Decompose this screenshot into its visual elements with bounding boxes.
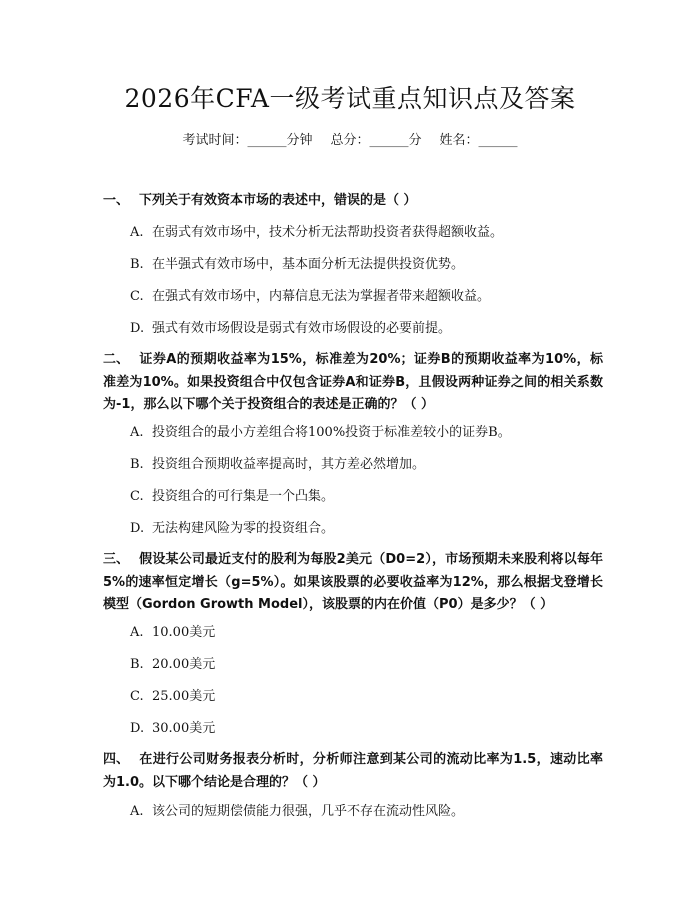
question-3 [103, 549, 603, 617]
option-label: A. [130, 425, 144, 440]
option-1b [130, 255, 610, 275]
question-text: 下列关于有效资本市场的表述中，错误的是（ ） [139, 193, 417, 208]
question-1 [103, 190, 603, 213]
question-number: 一、 [103, 193, 130, 208]
option-label: A. [130, 625, 144, 640]
option-label: C. [130, 289, 144, 304]
option-label: C. [130, 689, 144, 704]
option-2b [130, 455, 610, 475]
exam-meta [0, 131, 700, 151]
option-text: 投资组合预期收益率提高时，其方差必然增加。 [152, 457, 426, 472]
option-1d [130, 319, 610, 339]
option-text: 25.00美元 [152, 689, 216, 704]
option-label: D. [130, 721, 145, 736]
option-2d [130, 519, 610, 539]
option-1c [130, 287, 610, 307]
option-text: 无法构建风险为零的投资组合。 [152, 521, 335, 536]
option-label: D. [130, 321, 145, 336]
option-1a [130, 223, 610, 243]
question-number: 三、 [103, 552, 130, 567]
candidate-name: 姓名：______ [439, 133, 518, 148]
option-text: 20.00美元 [152, 657, 216, 672]
option-label: A. [130, 225, 144, 240]
option-text: 在强式有效市场中，内幕信息无法为掌握者带来超额收益。 [152, 289, 491, 304]
option-text: 强式有效市场假设是弱式有效市场假设的必要前提。 [152, 321, 452, 336]
option-2a [130, 423, 610, 443]
option-3b [130, 655, 610, 675]
option-label: C. [130, 489, 144, 504]
option-3d [130, 719, 610, 739]
option-2c [130, 487, 610, 507]
question-number: 四、 [103, 752, 130, 767]
option-label: D. [130, 521, 145, 536]
question-text: 假设某公司最近支付的股利为每股2美元（D0=2），市场预期未来股利将以每年5%的速率恒定增长（g=5%）。如果该股票的必要收益率为12%，那么根据戈登增长模型（Gordon Growth Model），该股票的内在价值（P0）是多少？（ ） [103, 552, 603, 612]
option-text: 投资组合的最小方差组合将100%投资于标准差较小的证券B。 [152, 425, 511, 440]
option-label: B. [130, 257, 144, 272]
option-text: 投资组合的可行集是一个凸集。 [152, 489, 335, 504]
option-label: B. [130, 457, 144, 472]
question-number: 二、 [103, 352, 130, 367]
option-text: 30.00美元 [152, 721, 216, 736]
question-text: 在进行公司财务报表分析时，分析师注意到某公司的流动比率为1.5，速动比率为1.0。以下哪个结论是合理的？（ ） [103, 752, 603, 790]
option-text: 10.00美元 [152, 625, 216, 640]
question-4 [103, 749, 603, 794]
option-text: 该公司的短期偿债能力很强，几乎不存在流动性风险。 [152, 804, 465, 819]
question-2 [103, 349, 603, 417]
option-4a [130, 802, 610, 822]
option-3a [130, 623, 610, 643]
total-score: 总分：______分 [330, 133, 422, 148]
option-text: 在半强式有效市场中，基本面分析无法提供投资优势。 [152, 257, 465, 272]
option-3c [130, 687, 610, 707]
question-text: 证券A的预期收益率为15%，标准差为20%；证券B的预期收益率为10%，标准差为10%。如果投资组合中仅包含证券A和证券B，且假设两种证券之间的相关系数为-1，那么以下哪个关于投资组合的表述是正确的？（ ） [103, 352, 603, 412]
option-label: B. [130, 657, 144, 672]
option-label: A. [130, 804, 144, 819]
exam-time: 考试时间：______分钟 [182, 133, 313, 148]
option-text: 在弱式有效市场中，技术分析无法帮助投资者获得超额收益。 [152, 225, 504, 240]
page-title: 2026年CFA一级考试重点知识点及答案 [124, 84, 576, 113]
